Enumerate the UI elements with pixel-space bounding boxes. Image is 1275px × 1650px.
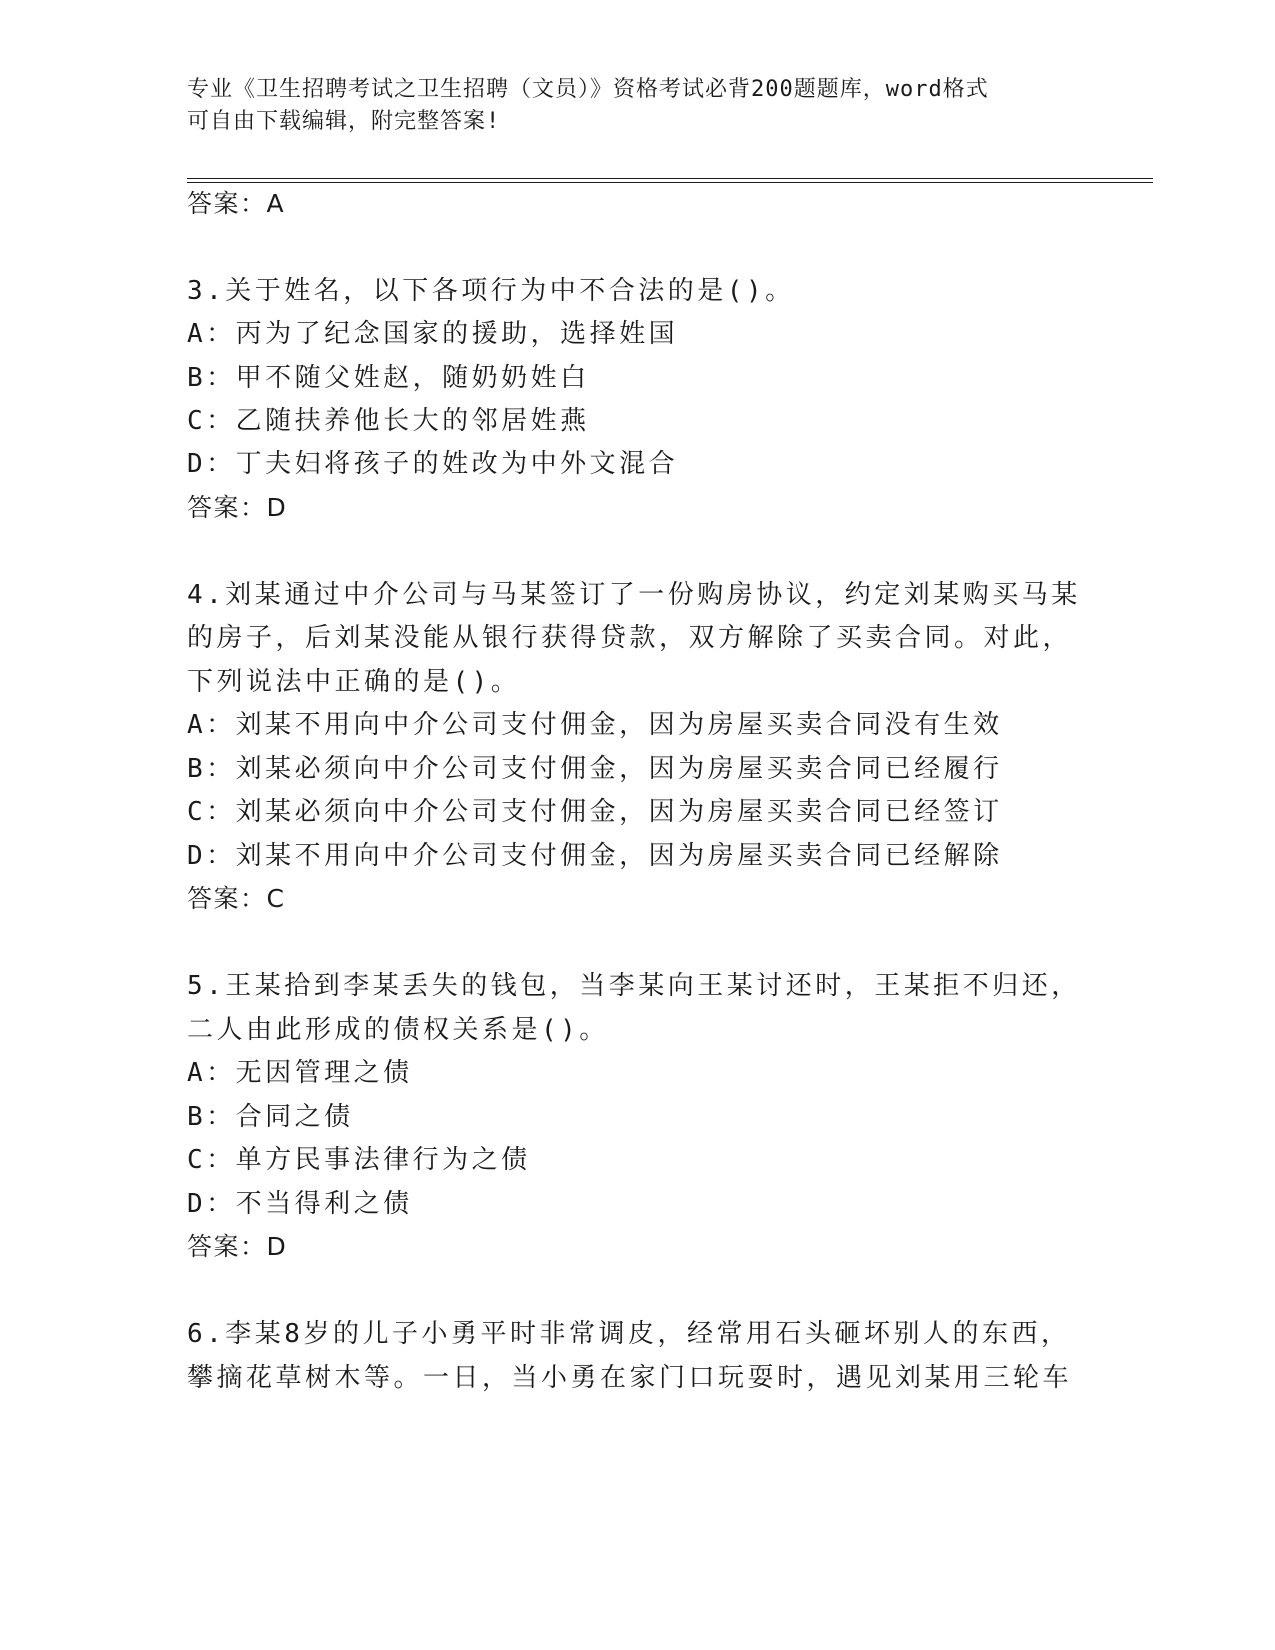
question-5-stem-line-1: 5.王某拾到李某丢失的钱包，当李某向王某讨还时，王某拒不归还， xyxy=(187,971,1081,1001)
question-5-option-c: C：单方民事法律行为之债 xyxy=(187,1145,531,1175)
question-4-option-c: C：刘某必须向中介公司支付佣金，因为房屋买卖合同已经签订 xyxy=(187,797,1003,827)
question-4-option-b: B：刘某必须向中介公司支付佣金，因为房屋买卖合同已经履行 xyxy=(187,754,1003,784)
question-4-option-a: A：刘某不用向中介公司支付佣金，因为房屋买卖合同没有生效 xyxy=(187,710,1003,740)
question-3-option-c: C：乙随扶养他长大的邻居姓燕 xyxy=(187,406,590,436)
header-title-line-1: 专业《卫生招聘考试之卫生招聘（文员）》资格考试必背200题题库，word格式 xyxy=(187,77,989,102)
question-6-stem-line-1: 6.李某8岁的儿子小勇平时非常调皮，经常用石头砸坏别人的东西， xyxy=(187,1319,1071,1349)
question-5-answer: 答案：D xyxy=(187,1232,288,1261)
question-3-option-b: B：甲不随父姓赵，随奶奶姓白 xyxy=(187,363,590,393)
question-3-stem: 3.关于姓名，以下各项行为中不合法的是()。 xyxy=(187,276,795,306)
header-divider-top xyxy=(187,178,1153,179)
question-3-option-a: A：丙为了纪念国家的援助，选择姓国 xyxy=(187,319,679,349)
question-3-option-d: D：丁夫妇将孩子的姓改为中外文混合 xyxy=(187,449,679,479)
question-5-option-b: B：合同之债 xyxy=(187,1102,354,1132)
question-4-stem-line-1: 4.刘某通过中介公司与马某签订了一份购房协议，约定刘某购买马某 xyxy=(187,580,1081,610)
question-4-answer: 答案：C xyxy=(187,884,286,913)
question-5-stem-line-2: 二人由此形成的债权关系是()。 xyxy=(187,1015,609,1045)
question-6-stem-line-2: 攀摘花草树木等。一日，当小勇在家门口玩耍时，遇见刘某用三轮车 xyxy=(187,1363,1073,1393)
header-divider-bottom xyxy=(187,182,1153,183)
question-5-option-a: A：无因管理之债 xyxy=(187,1058,413,1088)
question-4-stem-line-3: 下列说法中正确的是()。 xyxy=(187,667,521,697)
answer-prev: 答案：A xyxy=(187,189,286,218)
question-5-option-d: D：不当得利之债 xyxy=(187,1189,413,1219)
header-title-line-2: 可自由下载编辑，附完整答案! xyxy=(187,109,501,134)
question-3-answer: 答案：D xyxy=(187,493,288,522)
question-4-stem-line-2: 的房子，后刘某没能从银行获得贷款，双方解除了买卖合同。对此， xyxy=(187,623,1073,653)
question-4-option-d: D：刘某不用向中介公司支付佣金，因为房屋买卖合同已经解除 xyxy=(187,841,1003,871)
document-header xyxy=(187,74,1087,138)
